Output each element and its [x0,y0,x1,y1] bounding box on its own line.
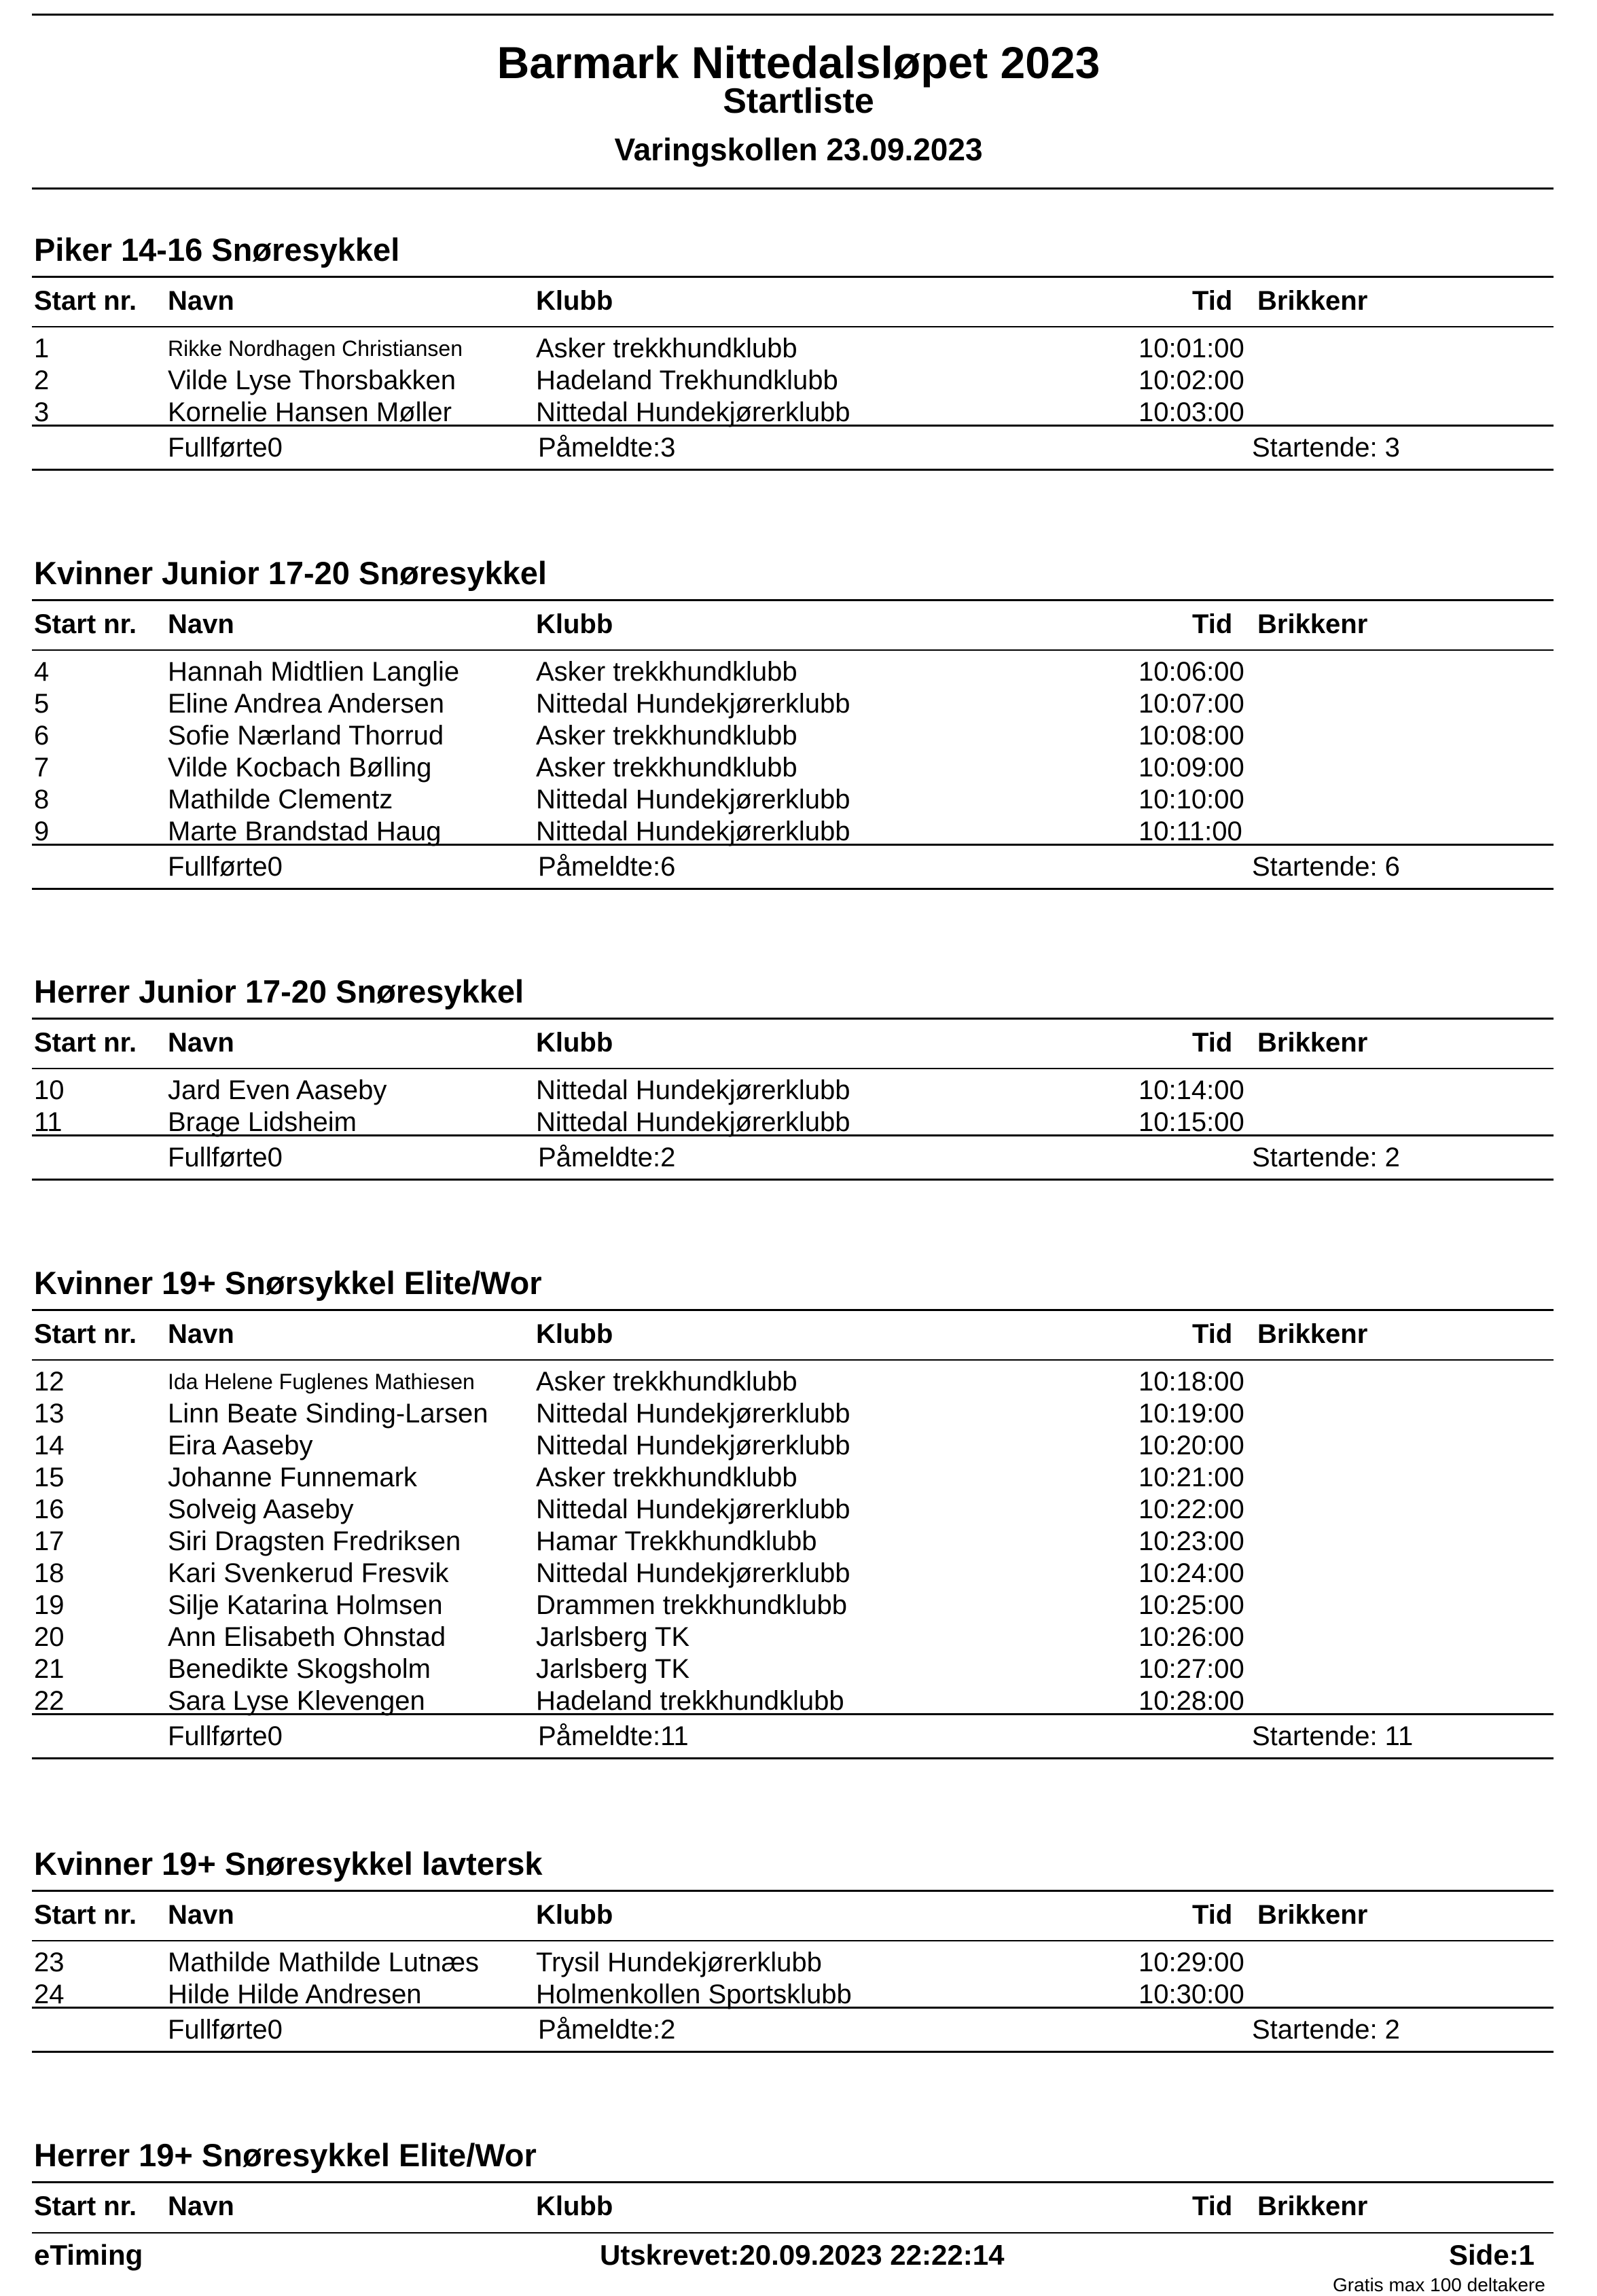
club-name: Nittedal Hundekjørerklubb [536,785,850,814]
runner-name: Vilde Kocbach Bølling [168,753,432,783]
club-name: Nittedal Hundekjørerklubb [536,1431,850,1460]
page-footer [0,2238,1597,2272]
table-row [0,784,1597,816]
club-name: Asker trekkhundklubb [536,1463,797,1492]
club-name: Nittedal Hundekjørerklubb [536,1107,850,1137]
col-club: Klubb [536,2191,613,2221]
col-time: Tid [1192,286,1233,316]
completed-count: Fullførte0 [168,1143,283,1172]
column-header-rule [32,1068,1554,1069]
start-nr: 15 [34,1463,65,1492]
starting-count: Startende: 2 [1252,2015,1400,2045]
start-time: 10:08:00 [1138,721,1244,751]
entry-list [0,333,1597,471]
start-nr: 13 [34,1399,65,1429]
column-header-rule [32,649,1554,651]
club-name: Hadeland trekkhundklubb [536,1686,844,1716]
runner-name: Marte Brandstad Haug [168,817,442,846]
club-name: Jarlsberg TK [536,1622,690,1652]
table-row [0,1621,1597,1653]
entry-list [0,1366,1597,1759]
completed-count: Fullførte0 [168,852,283,882]
start-nr: 5 [34,689,50,719]
club-name: Asker trekkhundklubb [536,721,797,751]
class-title-rule [32,1890,1554,1892]
document-venue: Varingskollen 23.09.2023 [614,132,983,167]
start-time: 10:15:00 [1138,1107,1244,1137]
runner-name: Eline Andrea Andersen [168,689,444,719]
runner-name: Hannah Midtlien Langlie [168,657,460,687]
start-nr: 21 [34,1654,65,1684]
registered-count: Påmeldte:2 [538,2015,676,2045]
start-nr: 20 [34,1622,65,1652]
col-time: Tid [1192,609,1233,639]
starting-count: Startende: 6 [1252,852,1400,882]
completed-count: Fullførte0 [168,1721,283,1751]
table-row [0,365,1597,397]
start-time: 10:22:00 [1138,1494,1244,1524]
runner-name: Mathilde Clementz [168,785,393,814]
runner-name: Brage Lidsheim [168,1107,357,1137]
table-row [0,816,1597,848]
starting-count: Startende: 3 [1252,433,1400,463]
club-name: Nittedal Hundekjørerklubb [536,817,850,846]
club-name: Jarlsberg TK [536,1654,690,1684]
registered-count: Påmeldte:11 [538,1721,689,1751]
start-time: 10:03:00 [1138,397,1244,427]
column-header-rule [32,326,1554,327]
runner-name: Mathilde Mathilde Lutnæs [168,1948,480,1977]
runner-name: Ann Elisabeth Ohnstad [168,1622,446,1652]
runner-name: Benedikte Skogsholm [168,1654,431,1684]
table-row [0,752,1597,784]
runner-name: Vilde Lyse Thorsbakken [168,365,456,395]
runner-name: Jard Even Aaseby [168,1075,387,1105]
club-name: Nittedal Hundekjørerklubb [536,1399,850,1429]
col-chip: Brikkenr [1257,1028,1368,1058]
table-row [0,656,1597,688]
class-title-rule [32,2181,1554,2183]
table-row [0,1494,1597,1526]
club-name: Nittedal Hundekjørerklubb [536,397,850,427]
col-time: Tid [1192,1319,1233,1349]
runner-name: Silje Katarina Holmsen [168,1590,443,1620]
col-chip: Brikkenr [1257,1900,1368,1930]
table-row [0,1366,1597,1398]
col-club: Klubb [536,286,613,316]
runner-name: Siri Dragsten Fredriksen [168,1526,461,1556]
table-row [0,1653,1597,1685]
table-row [0,1590,1597,1621]
club-name: Nittedal Hundekjørerklubb [536,1558,850,1588]
col-time: Tid [1192,2191,1233,2221]
club-name: Asker trekkhundklubb [536,753,797,783]
section-end-rule [32,1179,1554,1181]
table-row [0,1462,1597,1494]
start-nr: 1 [34,334,50,363]
start-time: 10:01:00 [1138,334,1244,363]
start-time: 10:28:00 [1138,1686,1244,1716]
class-title-rule [32,276,1554,278]
club-name: Hadeland Trekhundklubb [536,365,838,395]
club-name: Asker trekkhundklubb [536,334,797,363]
class-totals [0,427,1597,469]
class-title: Piker 14-16 Snøresykkel [34,232,400,268]
start-time: 10:26:00 [1138,1622,1244,1652]
completed-count: Fullførte0 [168,2015,283,2045]
start-time: 10:11:00 [1138,817,1242,846]
start-nr: 16 [34,1494,65,1524]
document-title: Barmark Nittedalsløpet 2023 [497,37,1100,88]
club-name: Nittedal Hundekjørerklubb [536,1075,850,1105]
col-start-nr: Start nr. [34,609,137,639]
top-rule [32,14,1554,16]
entry-list [0,1947,1597,2053]
start-time: 10:21:00 [1138,1463,1244,1492]
col-name: Navn [168,1028,234,1058]
col-start-nr: Start nr. [34,286,137,316]
start-nr: 3 [34,397,50,427]
column-header [0,284,1597,318]
club-name: Holmenkollen Sportsklubb [536,1979,852,2009]
runner-name: Sara Lyse Klevengen [168,1686,425,1716]
col-chip: Brikkenr [1257,286,1368,316]
start-nr: 24 [34,1979,65,2009]
table-row [0,1979,1597,2011]
runner-name: Kari Svenkerud Fresvik [168,1558,449,1588]
class-title-rule [32,1018,1554,1020]
start-time: 10:18:00 [1138,1367,1244,1397]
col-chip: Brikkenr [1257,2191,1368,2221]
footer-rule [32,2232,1554,2234]
col-time: Tid [1192,1900,1233,1930]
start-time: 10:02:00 [1138,365,1244,395]
class-totals [0,2009,1597,2051]
column-header-rule [32,1940,1554,1941]
club-name: Nittedal Hundekjørerklubb [536,689,850,719]
col-name: Navn [168,609,234,639]
col-name: Navn [168,2191,234,2221]
start-nr: 2 [34,365,50,395]
completed-count: Fullførte0 [168,433,283,463]
start-time: 10:23:00 [1138,1526,1244,1556]
start-time: 10:19:00 [1138,1399,1244,1429]
start-time: 10:29:00 [1138,1948,1244,1977]
table-row [0,1075,1597,1107]
col-name: Navn [168,286,234,316]
table-row [0,1107,1597,1138]
runner-name: Hilde Hilde Andresen [168,1979,422,2009]
class-title-rule [32,1309,1554,1311]
class-totals [0,846,1597,888]
registered-count: Påmeldte:3 [538,433,676,463]
col-name: Navn [168,1319,234,1349]
start-nr: 11 [34,1107,62,1137]
runner-name: Rikke Nordhagen Christiansen [168,336,463,361]
column-header [0,2189,1597,2223]
start-nr: 14 [34,1431,65,1460]
start-time: 10:07:00 [1138,689,1244,719]
table-row [0,1398,1597,1430]
start-time: 10:25:00 [1138,1590,1244,1620]
col-start-nr: Start nr. [34,1028,137,1058]
section-end-rule [32,469,1554,471]
col-club: Klubb [536,1028,613,1058]
runner-name: Eira Aaseby [168,1431,313,1460]
class-totals [0,1715,1597,1757]
start-nr: 17 [34,1526,65,1556]
table-row [0,1685,1597,1717]
start-nr: 18 [34,1558,65,1588]
col-club: Klubb [536,609,613,639]
class-title: Kvinner Junior 17-20 Snøresykkel [34,555,547,591]
class-title: Herrer Junior 17-20 Snøresykkel [34,973,524,1009]
class-title-rule [32,599,1554,601]
col-chip: Brikkenr [1257,1319,1368,1349]
column-header [0,1898,1597,1932]
document-subtitle: Startliste [723,82,874,121]
software-name: eTiming [34,2239,143,2271]
start-time: 10:06:00 [1138,657,1244,687]
runner-name: Sofie Nærland Thorrud [168,721,444,751]
starting-count: Startende: 2 [1252,1143,1400,1172]
runner-name: Johanne Funnemark [168,1463,417,1492]
col-chip: Brikkenr [1257,609,1368,639]
start-time: 10:20:00 [1138,1431,1244,1460]
column-header [0,1026,1597,1060]
runner-name: Ida Helene Fuglenes Mathiesen [168,1369,475,1394]
header-rule [32,187,1554,190]
table-row [0,720,1597,752]
start-nr: 19 [34,1590,65,1620]
col-club: Klubb [536,1319,613,1349]
start-time: 10:24:00 [1138,1558,1244,1588]
column-header [0,607,1597,641]
column-header-rule [32,1359,1554,1361]
section-end-rule [32,2051,1554,2053]
entry-list [0,656,1597,890]
runner-name: Kornelie Hansen Møller [168,397,452,427]
col-start-nr: Start nr. [34,2191,137,2221]
class-title: Kvinner 19+ Snøresykkel lavtersk [34,1846,543,1882]
printed-timestamp: Utskrevet:20.09.2023 22:22:14 [600,2239,1005,2271]
club-name: Trysil Hundekjørerklubb [536,1948,822,1977]
start-nr: 23 [34,1948,65,1977]
start-nr: 22 [34,1686,65,1716]
runner-name: Linn Beate Sinding-Larsen [168,1399,488,1429]
table-row [0,1947,1597,1979]
section-end-rule [32,1757,1554,1759]
runner-name: Solveig Aaseby [168,1494,354,1524]
table-row [0,1558,1597,1590]
registered-count: Påmeldte:6 [538,852,676,882]
club-name: Asker trekkhundklubb [536,1367,797,1397]
column-header [0,1317,1597,1351]
class-title: Kvinner 19+ Snørsykkel Elite/Wor [34,1265,542,1301]
start-time: 10:10:00 [1138,785,1244,814]
start-nr: 7 [34,753,50,783]
entry-list [0,1075,1597,1181]
col-club: Klubb [536,1900,613,1930]
table-row [0,397,1597,429]
start-time: 10:14:00 [1138,1075,1244,1105]
class-totals [0,1136,1597,1179]
col-start-nr: Start nr. [34,1900,137,1930]
start-nr: 6 [34,721,50,751]
table-row [0,1526,1597,1558]
col-start-nr: Start nr. [34,1319,137,1349]
club-name: Hamar Trekkhundklubb [536,1526,817,1556]
col-time: Tid [1192,1028,1233,1058]
start-time: 10:30:00 [1138,1979,1244,2009]
page-number: Side:1 [1449,2239,1535,2271]
table-row [0,688,1597,720]
license-note: Gratis max 100 deltakere [1333,2274,1545,2295]
table-row [0,1430,1597,1462]
starting-count: Startende: 11 [1252,1721,1414,1751]
club-name: Nittedal Hundekjørerklubb [536,1494,850,1524]
col-name: Navn [168,1900,234,1930]
class-title: Herrer 19+ Snøresykkel Elite/Wor [34,2137,537,2173]
club-name: Drammen trekkhundklubb [536,1590,847,1620]
club-name: Asker trekkhundklubb [536,657,797,687]
start-nr: 12 [34,1367,65,1397]
section-end-rule [32,888,1554,890]
start-time: 10:27:00 [1138,1654,1244,1684]
start-nr: 8 [34,785,50,814]
start-nr: 9 [34,817,50,846]
start-time: 10:09:00 [1138,753,1244,783]
start-nr: 10 [34,1075,65,1105]
registered-count: Påmeldte:2 [538,1143,676,1172]
start-nr: 4 [34,657,50,687]
table-row [0,333,1597,365]
